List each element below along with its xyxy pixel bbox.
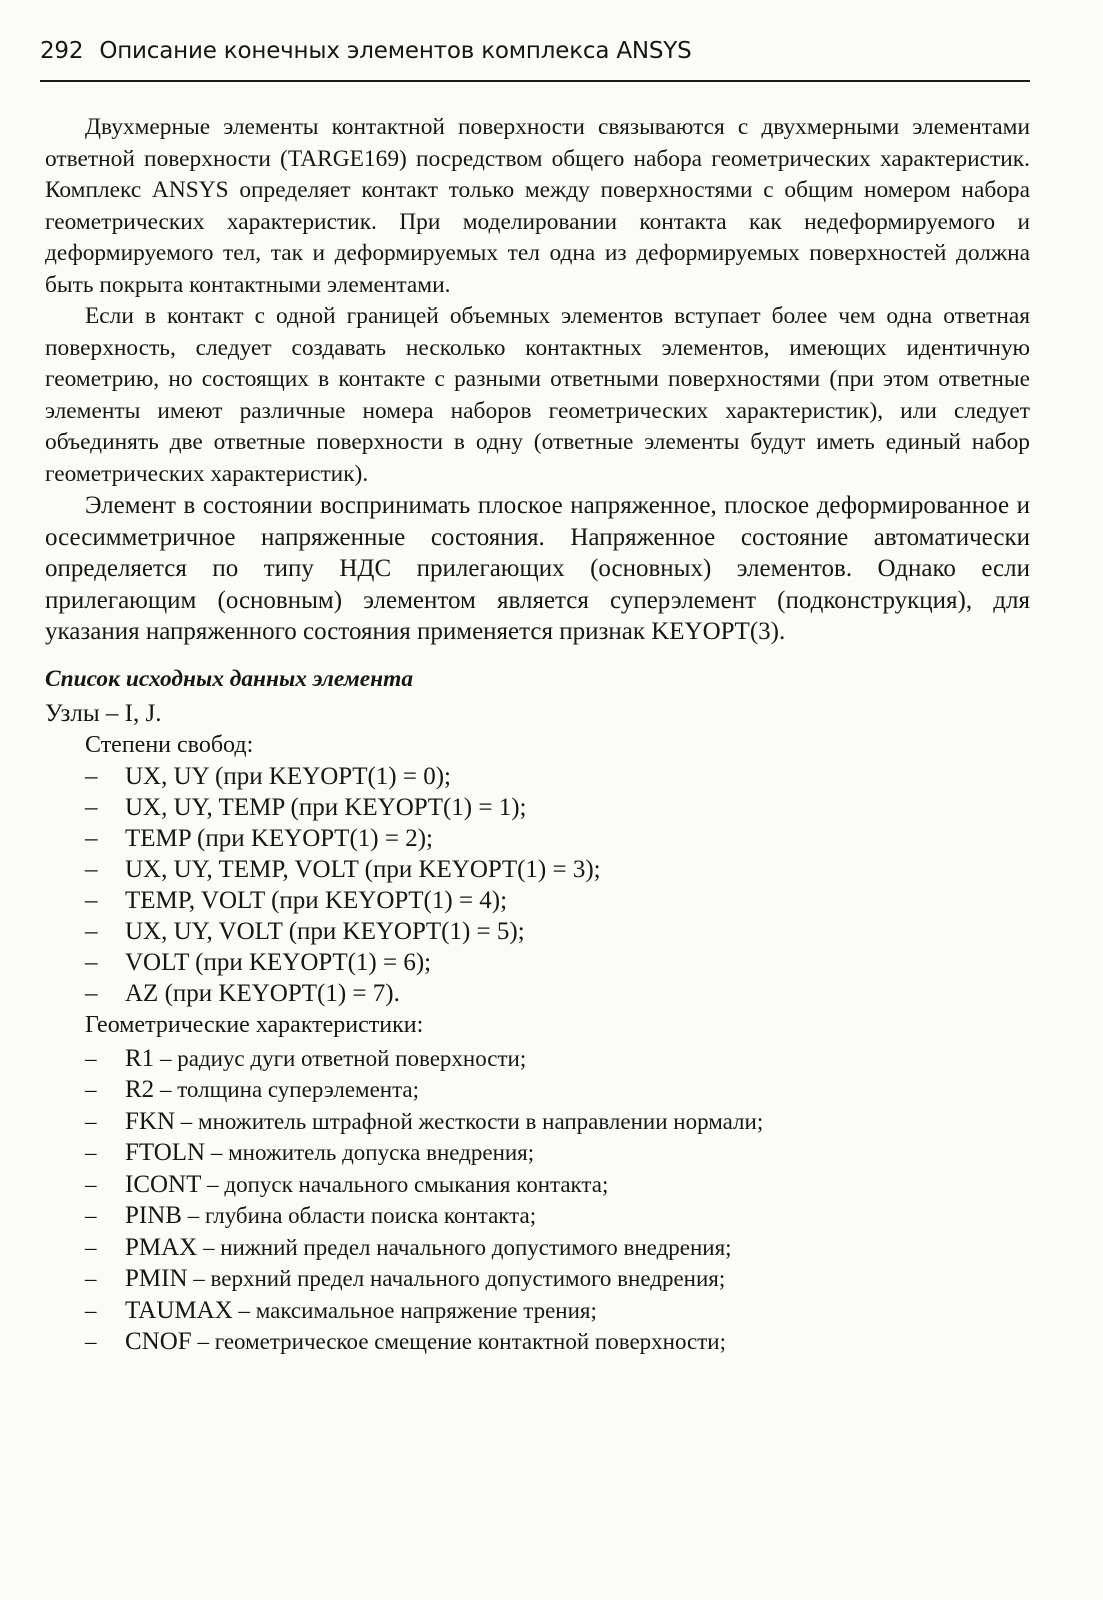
- param-code: PMIN: [125, 1265, 188, 1292]
- param-code: R2: [125, 1076, 155, 1103]
- page-body: [45, 112, 1030, 1358]
- list-item: [85, 1326, 1030, 1358]
- dash-bullet: –: [85, 1234, 97, 1260]
- list-item: – UX, UY, TEMP, VOLT (при KEYOPT(1) = 3);: [85, 855, 601, 883]
- list-item: [85, 1074, 1030, 1106]
- running-title: Описание конечных элементов комплекса ANSYS: [99, 38, 692, 64]
- param-code: TAUMAX: [125, 1296, 233, 1324]
- nodes-line: Узлы – I, J.: [45, 699, 162, 727]
- dof-heading: Степени свобод:: [85, 731, 254, 758]
- dash-bullet: –: [85, 793, 98, 821]
- param-desc: – максимальное напряжение трения;: [238, 1297, 597, 1323]
- dash-bullet: –: [85, 1045, 97, 1071]
- paragraph-multiple-targets: Если в контакт с одной границей объемных элементов вступает более чем одна ответная поверхность, следует создавать несколько контактных элементов, имеющих идентичную геометрию, но состоящих в контакте с разными ответными поверхностями (при этом ответные элементы имеют различные номера наборов геометрических характеристик), или следует объединять две ответные поверхности в одну (ответные элементы будут иметь единый набор геометрических характеристик).: [45, 303, 1030, 487]
- param-desc: – глубина области поиска контакта;: [187, 1203, 537, 1228]
- param-code: FTOLN: [125, 1139, 206, 1166]
- param-code: ICONT: [125, 1170, 202, 1198]
- list-item: [85, 1137, 1030, 1169]
- dash-bullet: –: [85, 948, 98, 976]
- param-code: CNOF: [125, 1328, 192, 1355]
- dof-list: [45, 761, 1030, 1009]
- dash-bullet: –: [85, 824, 98, 852]
- header-rule: [40, 80, 1030, 82]
- list-item: – VOLT (при KEYOPT(1) = 6);: [85, 948, 432, 976]
- param-code: PMAX: [125, 1233, 198, 1261]
- dash-bullet: –: [85, 917, 98, 945]
- list-item: – UX, UY (при KEYOPT(1) = 0);: [85, 762, 452, 790]
- dash-bullet: –: [85, 886, 98, 914]
- dash-bullet: –: [85, 1077, 97, 1102]
- dash-bullet: –: [85, 979, 98, 1007]
- param-desc: – геометрическое смещение контактной поверхности;: [197, 1329, 726, 1354]
- running-head: [40, 38, 1030, 64]
- dash-bullet: –: [85, 1171, 97, 1197]
- dash-bullet: –: [85, 762, 98, 790]
- section-title: Список исходных данных элемента: [45, 665, 414, 692]
- paragraph-stress-states: Элемент в состоянии воспринимать плоское напряженное, плоское деформированное и осесимметричное напряженные состояния. Напряженное состояние автоматически определяется по типу НДС прилегающих (основных) элементов. Однако если прилегающим (основным) элементом является суперэлемент (подконструкция), для указания напряженного состояния применяется признак KEYOPT(3).: [45, 492, 1030, 645]
- list-item: [85, 1106, 1030, 1138]
- param-desc: – допуск начального смыкания контакта;: [207, 1171, 609, 1197]
- param-code: R1: [125, 1044, 155, 1072]
- geom-heading: Геометрические характеристики:: [85, 1011, 424, 1038]
- param-desc: – радиус дуги ответной поверхности;: [159, 1045, 527, 1071]
- param-desc: – верхний предел начального допустимого внедрения;: [193, 1266, 726, 1291]
- page-number: 292: [40, 38, 84, 64]
- list-item: – UX, UY, VOLT (при KEYOPT(1) = 5);: [85, 917, 525, 945]
- list-item: [85, 1169, 1030, 1201]
- param-desc: – нижний предел начального допустимого внедрения;: [203, 1234, 732, 1260]
- dash-bullet: –: [85, 855, 98, 883]
- param-desc: – толщина суперэлемента;: [159, 1077, 420, 1102]
- list-item: – TEMP, VOLT (при KEYOPT(1) = 4);: [85, 886, 508, 914]
- list-item: [85, 1263, 1030, 1295]
- paragraph-contact-surfaces: Двухмерные элементы контактной поверхности связываются с двухмерными элементами ответной поверхности (TARGE169) посредством общего набора геометрических характеристик. Комплекс ANSYS определяет контакт только между поверхностями с общим номером набора геометрических характеристик. При моделировании контакта как недеформируемого и деформируемого тел, так и деформируемых тел одна из деформируемых поверхностей должна быть покрыта контактными элементами.: [45, 114, 1030, 298]
- dash-bullet: –: [85, 1329, 97, 1354]
- dash-bullet: –: [85, 1140, 97, 1165]
- param-code: FKN: [125, 1107, 176, 1135]
- geom-list: [45, 1043, 1030, 1358]
- list-item: – UX, UY, TEMP (при KEYOPT(1) = 1);: [85, 793, 527, 821]
- list-item: [85, 1295, 1030, 1327]
- list-item: [85, 1232, 1030, 1264]
- param-code: PINB: [125, 1202, 182, 1229]
- dash-bullet: –: [85, 1266, 97, 1291]
- list-item: – AZ (при KEYOPT(1) = 7).: [85, 979, 400, 1007]
- dash-bullet: –: [85, 1297, 97, 1323]
- dash-bullet: –: [85, 1203, 97, 1228]
- list-item: – TEMP (при KEYOPT(1) = 2);: [85, 824, 433, 852]
- list-item: [85, 1043, 1030, 1075]
- list-item: [85, 1200, 1030, 1232]
- param-desc: – множитель штрафной жесткости в направлении нормали;: [180, 1108, 764, 1134]
- dash-bullet: –: [85, 1108, 97, 1134]
- param-desc: – множитель допуска внедрения;: [210, 1140, 535, 1165]
